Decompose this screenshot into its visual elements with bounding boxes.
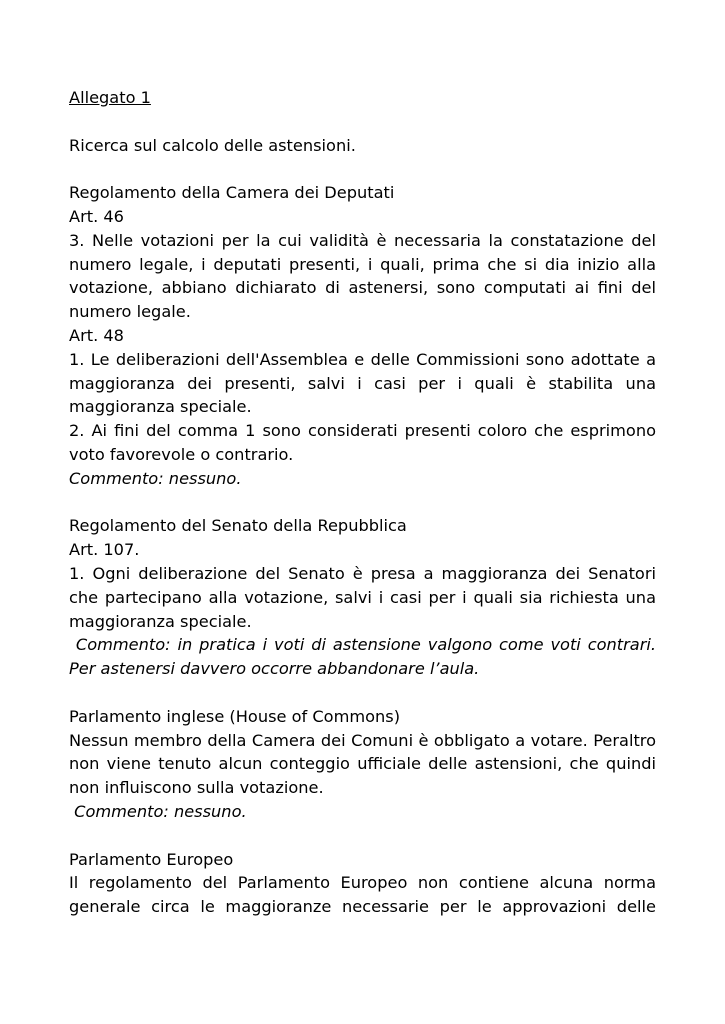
document-page	[69, 86, 662, 919]
document-subtitle: Ricerca sul calcolo delle astensioni.	[69, 135, 356, 155]
spacer	[69, 491, 656, 515]
article-text: 1. Ogni deliberazione del Senato è presa a maggioranza dei Senatori che partecipano alla votazione, salvi i casi per i quali sia richiesta una maggioranza speciale.	[69, 563, 656, 631]
section-heading: Regolamento del Senato della Repubblica	[69, 516, 407, 536]
section-senato	[69, 514, 662, 681]
article-text: 2. Ai fini del comma 1 sono considerati presenti coloro che esprimono voto favorevole o contrario.	[69, 421, 656, 464]
section-heading: Parlamento inglese (House of Commons)	[69, 706, 401, 726]
section-heading: Parlamento Europeo	[69, 849, 234, 869]
comment: Commento: in pratica i voti di astensione valgono come voti contrari. Per astenersi davvero occorre abbandonare l’aula.	[69, 635, 662, 679]
article-label: Art. 46	[69, 206, 124, 226]
section-text: Il regolamento del Parlamento Europeo non contiene alcuna norma generale circa le maggioranze necessarie per le approvazioni delle	[69, 873, 656, 917]
article-label: Art. 107.	[69, 540, 140, 560]
spacer	[69, 110, 656, 134]
spacer	[69, 681, 656, 705]
article-text: 1. Le deliberazioni dell'Assemblea e delle Commissioni sono adottate a maggioranza dei presenti, salvi i casi per i quali è stabilita una maggioranza speciale.	[69, 349, 656, 417]
section-text: Nessun membro della Camera dei Comuni è obbligato a votare. Peraltro non viene tenuto alcun conteggio ufficiale delle astensioni, che quindi non influiscono sulla votazione.	[69, 730, 656, 798]
section-heading: Regolamento della Camera dei Deputati	[69, 183, 395, 203]
section-inglese	[69, 705, 656, 824]
section-europeo	[69, 848, 656, 919]
document-title: Allegato 1	[69, 88, 151, 107]
spacer	[69, 824, 656, 848]
comment: Commento: nessuno.	[69, 801, 247, 821]
article-label: Art. 48	[69, 325, 124, 345]
spacer	[69, 157, 656, 181]
section-camera	[69, 181, 656, 490]
comment: Commento: nessuno.	[69, 468, 242, 488]
article-text: 3. Nelle votazioni per la cui validità è necessaria la constatazione del numero legale, i deputati presenti, i quali, prima che si dia inizio alla votazione, abbiano dichiarato di astenersi, sono computati ai fini del numero legale.	[69, 230, 656, 322]
